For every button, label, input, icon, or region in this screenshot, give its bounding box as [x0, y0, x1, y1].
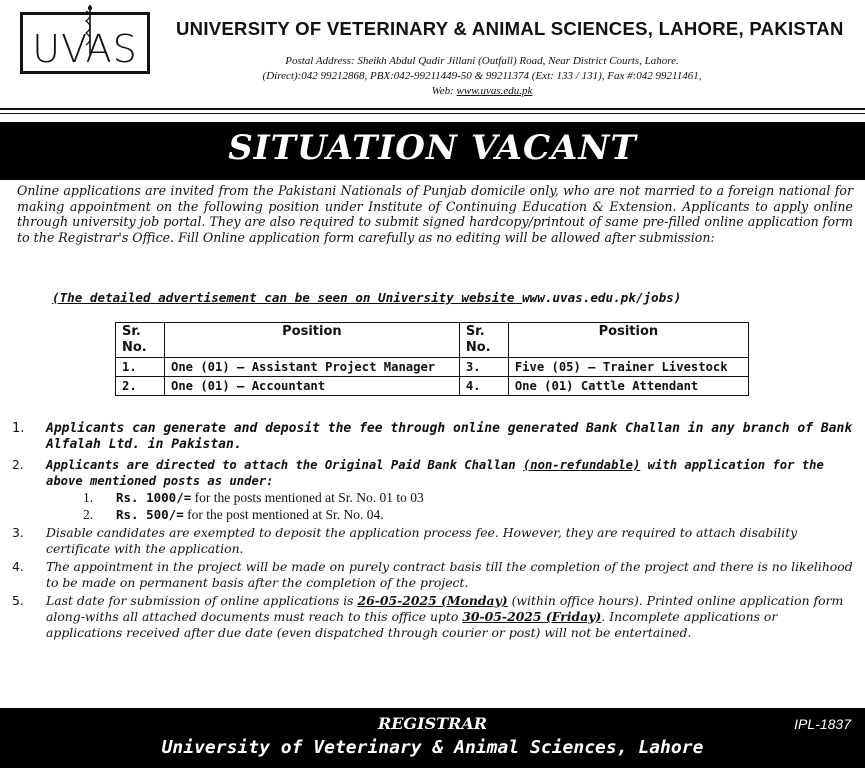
sr-cell: 1.: [116, 358, 165, 377]
condition-text: Disable candidates are exempted to deposit the application process fee. However, they are required to attach disability certificate with the application.: [46, 525, 798, 556]
submission-deadline: 26-05-2025 (Monday): [357, 593, 508, 608]
contact-numbers: (Direct):042 99212868, PBX:042-99211449-50 & 99211374 (Ext: 133 / 131), Fax #:042 99211461,: [262, 70, 702, 82]
jobs-link[interactable]: www.uvas.edu.pk/jobs: [522, 290, 674, 305]
position-cell: One (01) – Accountant: [165, 377, 460, 396]
university-name: UNIVERSITY OF VETERINARY & ANIMAL SCIENCES, LAHORE, PAKISTAN: [176, 18, 844, 39]
detailed-ad-note: [52, 290, 681, 305]
condition-number: 1.: [12, 421, 25, 436]
conditions-list: [10, 421, 853, 641]
detailed-ad-prefix: (The detailed advertisement can be seen on University website: [52, 290, 523, 305]
sr-no-header: Sr. No.: [459, 323, 508, 358]
condition-number: 4.: [12, 559, 24, 574]
position-header: Position: [165, 323, 460, 358]
page-title: SITUATION VACANT: [228, 128, 637, 168]
fee-item: 1. Rs. 1000/= for the posts mentioned at Sr. No. 01 to 03: [83, 490, 424, 505]
table-row: [116, 377, 749, 396]
position-cell: One (01) – Assistant Project Manager: [165, 358, 460, 377]
condition-number: 3.: [12, 525, 24, 540]
position-cell: One (01) Cattle Attendant: [508, 377, 748, 396]
condition-item: [10, 525, 853, 557]
position-cell: Five (05) – Trainer Livestock: [508, 358, 748, 377]
positions-table: [115, 322, 749, 396]
ipl-code: IPL-1837: [794, 716, 851, 732]
condition-item: [10, 421, 853, 453]
condition-number: 5.: [12, 593, 24, 608]
footer-university-name: University of Veterinary & Animal Sciences, Lahore: [161, 737, 704, 758]
sr-cell: 3.: [459, 358, 508, 377]
table-header-row: [116, 323, 749, 358]
registrar-label: REGISTRAR: [377, 714, 488, 733]
website-link[interactable]: www.uvas.edu.pk: [456, 85, 533, 97]
hardcopy-deadline: 30-05-2025 (Friday): [462, 609, 602, 624]
sr-cell: 4.: [459, 377, 508, 396]
condition-number: 2.: [12, 458, 24, 472]
logo-text: UVAS: [32, 27, 138, 71]
header-divider: [0, 108, 865, 110]
table-row: [116, 358, 749, 377]
website-line: [172, 85, 792, 97]
detailed-ad-suffix: ): [673, 290, 682, 305]
uvas-logo: [20, 12, 150, 74]
fee-item: 2. Rs. 500/= for the post mentioned at Sr. No. 04.: [83, 507, 384, 522]
position-header: Position: [508, 323, 748, 358]
sr-cell: 2.: [116, 377, 165, 396]
condition-text: The appointment in the project will be made on purely contract basis till the completion of the project and there is no likelihood to be made on permanent basis after the completion of the project.: [46, 559, 853, 590]
condition-text: Applicants can generate and deposit the fee through online generated Bank Challan in any branch of Bank Alfalah Ltd. in Pakistan.: [46, 421, 853, 452]
postal-address: Postal Address: Sheikh Abdul Qadir Jillani (Outfall) Road, Near District Courts, Lahore.: [285, 55, 679, 67]
condition-item: [10, 559, 853, 591]
intro-paragraph: Online applications are invited from the Pakistani Nationals of Punjab domicile only, who are not married to a foreign national for making appointment on the following position under Institute of Continuing Education & Extension. Applicants to apply online through university job portal. They are also required to submit signed hardcopy/printout of same pre-filled online application form to the Registrar's Office. Fill Online application form carefully as no editing will be allowed after submission:: [17, 183, 853, 245]
header-divider-thin: [0, 113, 865, 114]
condition-item: 2. Applicants are directed to attach the Original Paid Bank Challan (non-refundable) with application for the above mentioned posts as under:: [12, 458, 824, 488]
condition-item: 5. Last date for submission of online applications is 26-05-2025 (Monday) (within office hours). Printed online application form along-withs all attached documents must reach to this office upto 30-05-2025 (Friday). Incomplete applications or applications received after due date (even dispatched through courier or post) will not be entertained.: [12, 593, 844, 640]
web-label: Web:: [431, 85, 454, 97]
sr-no-header: Sr. No.: [116, 323, 165, 358]
caduceus-icon: [85, 5, 95, 57]
